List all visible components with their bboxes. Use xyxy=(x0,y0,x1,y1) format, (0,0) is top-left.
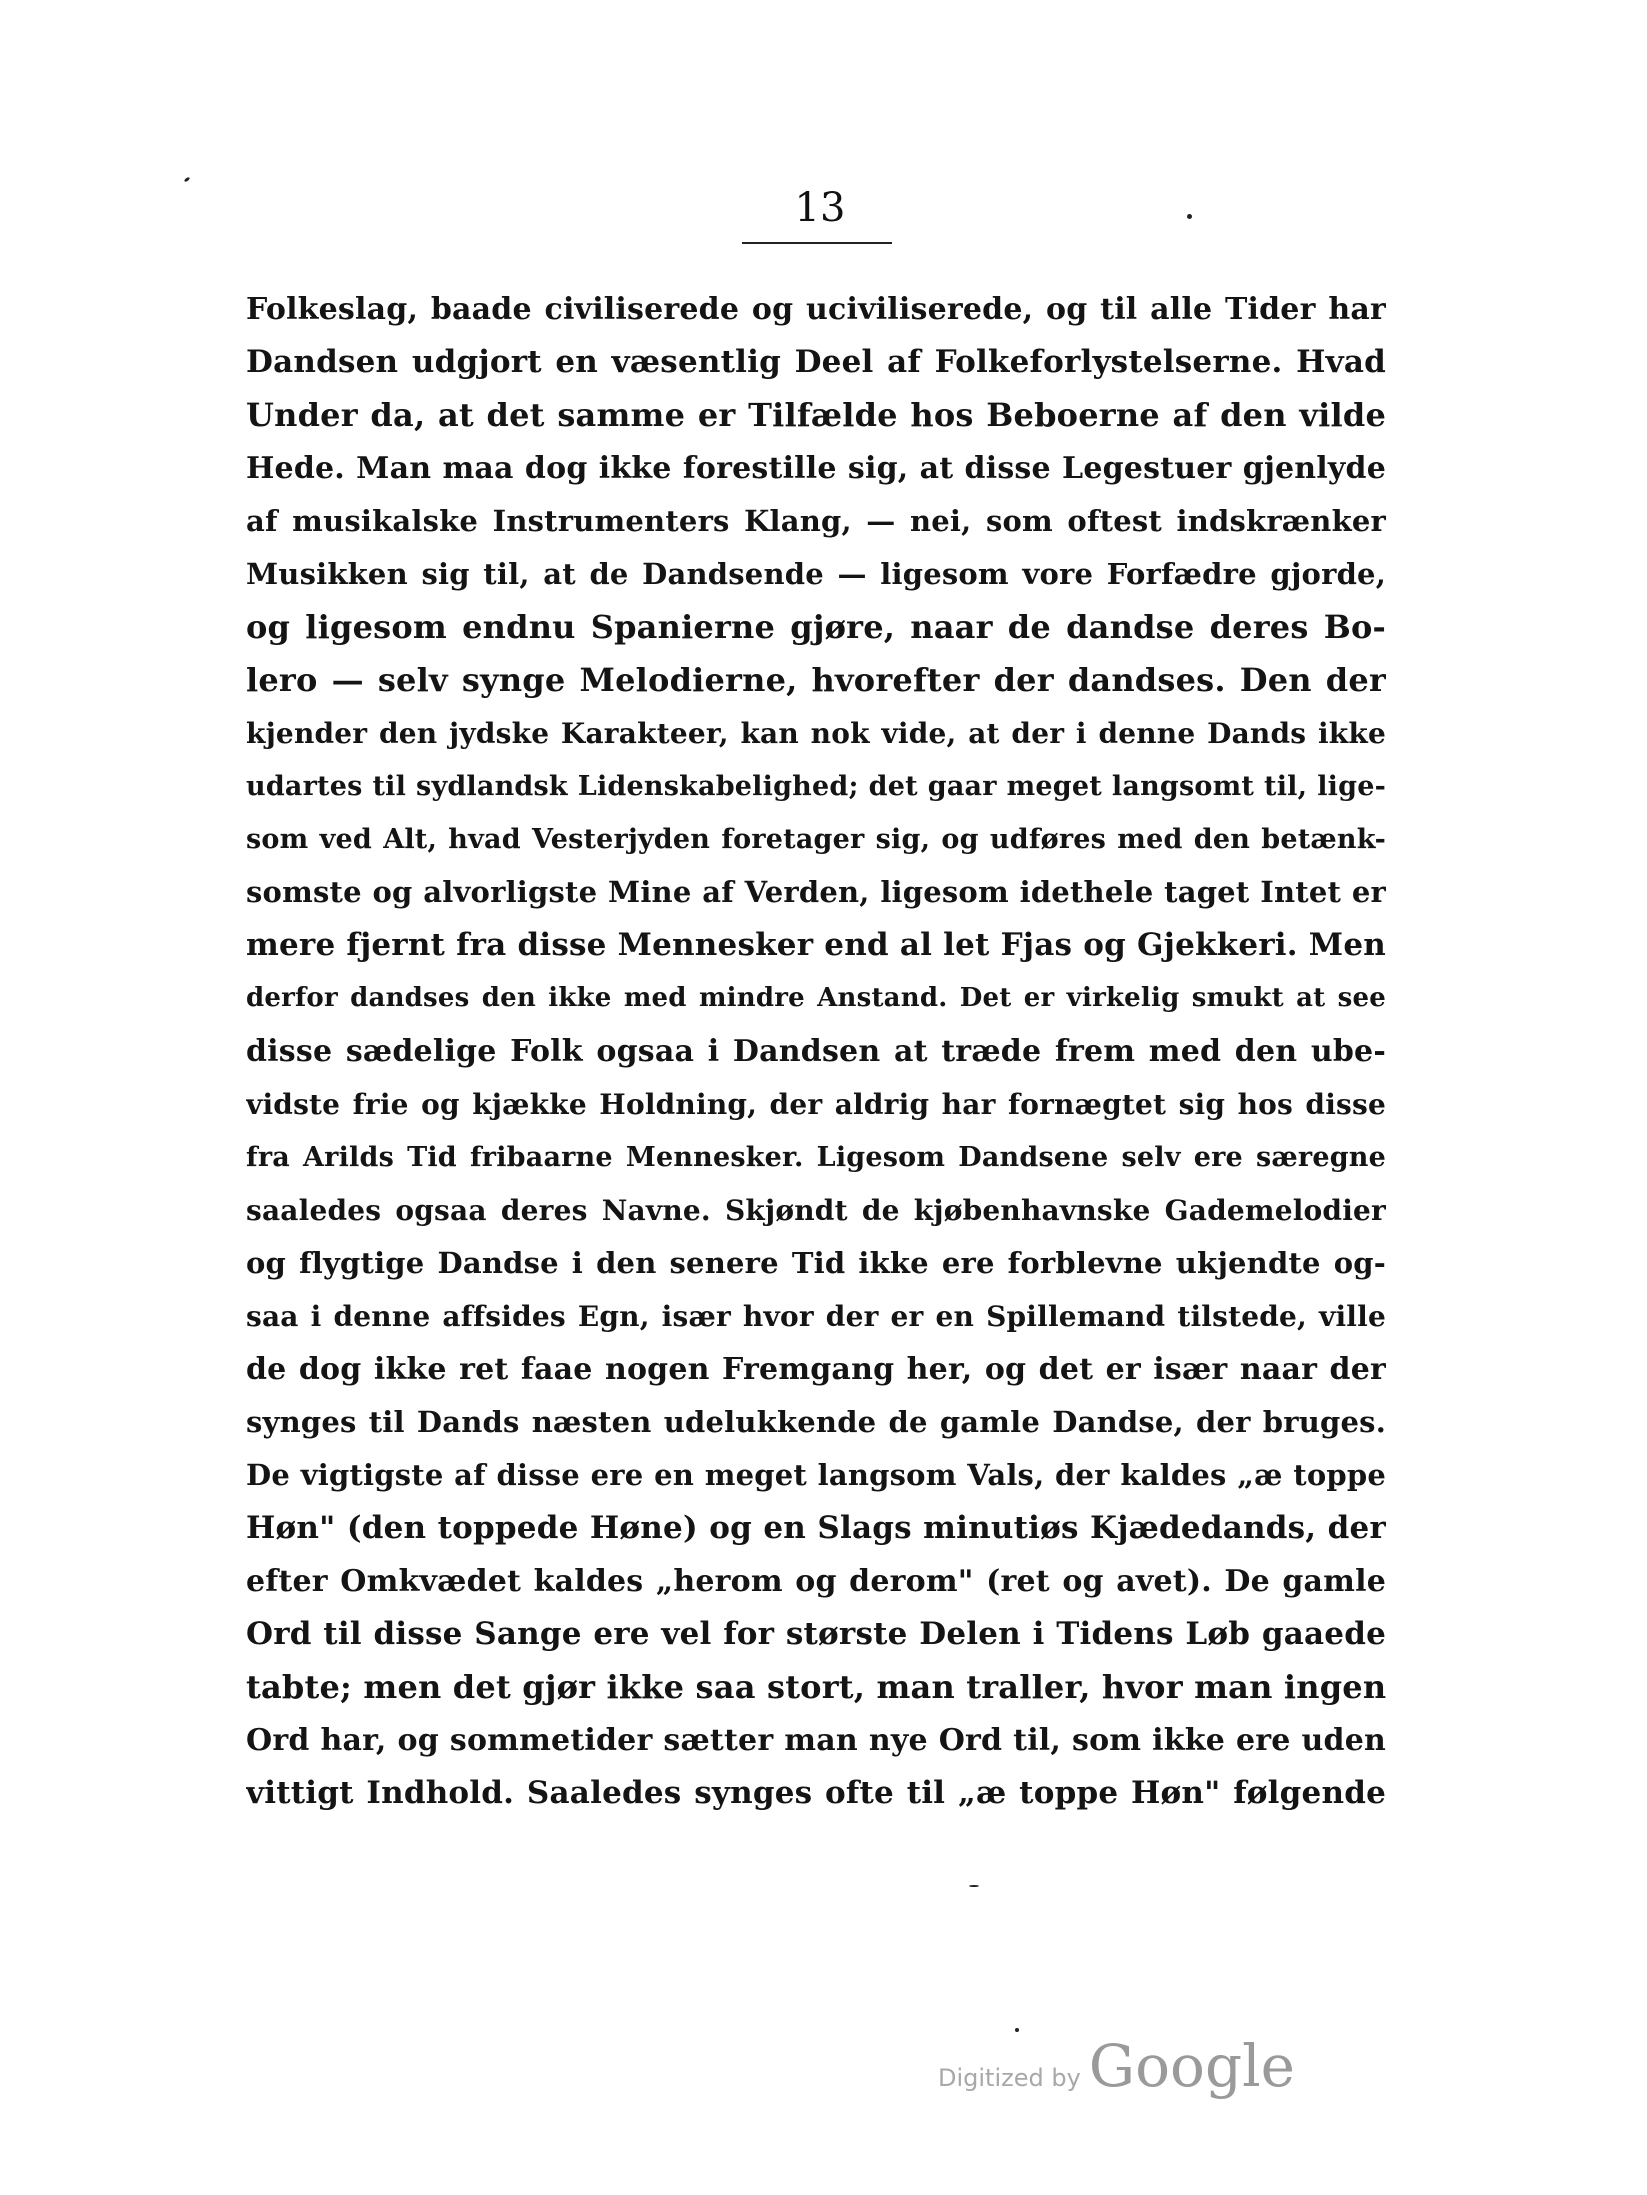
text-line: Under da, at det samme er Tilfælde hos Beboerne af den vilde xyxy=(246,396,1386,434)
digitized-by-google-watermark xyxy=(938,2032,1295,2102)
text-line: Høn" (den toppede Høne) og en Slags minutiøs Kjædedands, der xyxy=(246,1510,1386,1546)
text-line: vittigt Indhold. Saaledes synges ofte til „æ toppe Høn" følgende xyxy=(246,1775,1386,1811)
text-line: synges til Dands næsten udelukkende de gamle Dandse, der bruges. xyxy=(246,1405,1386,1439)
text-line: de dog ikke ret faae nogen Fremgang her, og det er især naar der xyxy=(246,1352,1386,1387)
scan-speck xyxy=(969,1885,979,1887)
google-logo: Google xyxy=(1088,2032,1295,2100)
text-line: vidste frie og kjække Holdning, der aldrig har fornægtet sig hos disse xyxy=(246,1088,1386,1121)
text-line: lero — selv synge Melodierne, hvorefter der dandses. Den der xyxy=(246,661,1386,699)
text-line: udartes til sydlandsk Lidenskabelighed; det gaar meget langsomt til, lige- xyxy=(246,771,1386,802)
page-number-rule xyxy=(742,242,892,244)
text-line: Ord har, og sommetider sætter man nye Ord til, som ikke ere uden xyxy=(246,1723,1386,1758)
text-line: og ligesom endnu Spanierne gjøre, naar de dandse deres Bo- xyxy=(246,608,1386,646)
scan-speck xyxy=(1187,214,1192,219)
body-text xyxy=(246,283,1386,1820)
text-line: Hede. Man maa dog ikke forestille sig, at disse Legestuer gjenlyde xyxy=(246,451,1386,486)
text-line: saaledes ogsaa deres Navne. Skjøndt de kjøbenhavnske Gademelodier xyxy=(246,1194,1386,1227)
text-line: saa i denne affsides Egn, især hvor der er en Spillemand tilstede, ville xyxy=(246,1300,1386,1333)
watermark-prefix: Digitized by xyxy=(938,2064,1081,2092)
text-line: Dandsen udgjort en væsentlig Deel af Folkeforlystelserne. Hvad xyxy=(246,344,1386,380)
text-line: kjender den jydske Karakteer, kan nok vide, at der i denne Dands ikke xyxy=(246,717,1386,750)
text-line: efter Omkvædet kaldes „herom og derom" (ret og avet). De gamle xyxy=(246,1564,1386,1599)
text-line: Musikken sig til, at de Dandsende — ligesom vore Forfædre gjorde, xyxy=(246,557,1386,591)
text-line: De vigtigste af disse ere en meget langsom Vals, der kaldes „æ toppe xyxy=(246,1458,1386,1492)
text-line: Ord til disse Sange ere vel for største Delen i Tidens Løb gaaede xyxy=(246,1616,1386,1652)
text-line: som ved Alt, hvad Vesterjyden foretager sig, og udføres med den betænk- xyxy=(246,824,1386,855)
text-line: og flygtige Dandse i den senere Tid ikke ere forblevne ukjendte og- xyxy=(246,1246,1386,1280)
text-line: derfor dandses den ikke med mindre Anstand. Det er virkelig smukt at see xyxy=(246,983,1386,1013)
text-line: tabte; men det gjør ikke saa stort, man traller, hvor man ingen xyxy=(246,1668,1386,1706)
text-line: Folkeslag, baade civiliserede og uciviliserede, og til alle Tider har xyxy=(246,292,1386,327)
text-line: disse sædelige Folk ogsaa i Dandsen at træde frem med den ube- xyxy=(246,1034,1386,1069)
scan-speck xyxy=(184,177,191,183)
text-line: somste og alvorligste Mine af Verden, ligesom idethele taget Intet er xyxy=(246,875,1386,909)
text-line: fra Arilds Tid fribaarne Mennesker. Ligesom Dandsene selv ere særegne xyxy=(246,1142,1386,1173)
page-number: 13 xyxy=(794,185,846,231)
text-line: af musikalske Instrumenters Klang, — nei, som oftest indskrænker xyxy=(246,504,1386,538)
text-line: mere fjernt fra disse Mennesker end al let Fjas og Gjekkeri. Men xyxy=(246,927,1386,963)
